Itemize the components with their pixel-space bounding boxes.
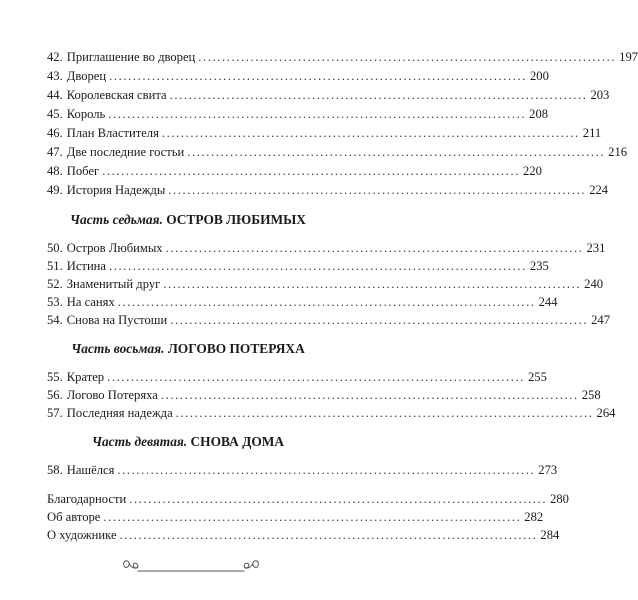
toc-entry[interactable] xyxy=(47,182,609,198)
entry-page: 197 xyxy=(619,50,638,64)
entry-title: Остров Любимых xyxy=(66,241,163,255)
entry-page: 200 xyxy=(530,69,549,83)
dot-leader: ........................................................................................ xyxy=(161,126,580,140)
toc-entry[interactable] xyxy=(47,106,549,122)
dot-leader: ........................................................................................ xyxy=(103,510,522,524)
entry-title: Об авторе xyxy=(47,510,101,524)
entry-number: 54. xyxy=(47,313,63,327)
entry-number: 50. xyxy=(47,241,63,255)
entry-number: 49. xyxy=(47,183,63,197)
entry-title: Кратер xyxy=(66,370,105,384)
part-prefix: Часть восьмая. xyxy=(71,341,165,356)
entry-number: 47. xyxy=(47,145,63,159)
entry-page: 220 xyxy=(523,164,542,178)
dot-leader: ........................................................................................ xyxy=(160,388,579,402)
toc-entry[interactable] xyxy=(47,462,558,478)
dot-leader: ........................................................................................ xyxy=(165,241,584,255)
toc-entry[interactable] xyxy=(47,276,604,292)
entry-page: 231 xyxy=(586,241,606,255)
entry-title: Дворец xyxy=(66,69,107,83)
dot-leader: ........................................................................................ xyxy=(168,183,587,197)
entry-page: 255 xyxy=(527,370,547,384)
entry-title: Две последние гостьи xyxy=(66,145,185,159)
entry-number: 51. xyxy=(47,259,63,273)
dot-leader: ........................................................................................ xyxy=(175,406,594,420)
dot-leader: ........................................................................................ xyxy=(198,50,617,64)
part-name: СНОВА ДОМА xyxy=(190,434,285,449)
entry-page: 244 xyxy=(538,295,558,309)
entry-title: План Властителя xyxy=(66,126,159,140)
toc-entry[interactable] xyxy=(47,405,616,421)
entry-page: 240 xyxy=(584,277,604,291)
entry-page: 258 xyxy=(581,388,601,402)
entry-title: Нашёлся xyxy=(66,463,115,477)
entry-page: 284 xyxy=(540,528,560,542)
flourish-divider-icon xyxy=(120,557,262,579)
toc-entry[interactable] xyxy=(47,369,547,385)
toc-entry[interactable] xyxy=(47,163,542,179)
dot-leader: ........................................................................................ xyxy=(107,370,525,384)
entry-title: Королевская свита xyxy=(66,88,167,102)
entry-title: Благодарности xyxy=(47,492,127,506)
entry-page: 264 xyxy=(596,406,616,420)
part-prefix: Часть седьмая. xyxy=(70,212,163,227)
toc-entry[interactable] xyxy=(47,49,638,65)
entry-title: На санях xyxy=(66,295,115,309)
entry-page: 273 xyxy=(538,463,558,477)
entry-number: 42. xyxy=(47,50,63,64)
entry-number: 45. xyxy=(47,107,63,121)
entry-page: 282 xyxy=(524,510,544,524)
toc-entry[interactable] xyxy=(47,294,558,310)
entry-title: Приглашение во дворец xyxy=(66,50,196,64)
part-heading xyxy=(47,433,329,451)
toc-entry[interactable] xyxy=(47,125,602,141)
entry-title: Знаменитый друг xyxy=(66,277,161,291)
entry-title: Король xyxy=(66,107,106,121)
toc-entry[interactable] xyxy=(47,527,560,543)
entry-page: 235 xyxy=(529,259,549,273)
dot-leader: ........................................................................................ xyxy=(117,295,536,309)
entry-title: Снова на Пустоши xyxy=(66,313,168,327)
entry-title: Логово Потеряха xyxy=(66,388,158,402)
entry-number: 52. xyxy=(47,277,63,291)
entry-number: 56. xyxy=(47,388,63,402)
entry-number: 48. xyxy=(47,164,63,178)
entry-title: Истина xyxy=(66,259,107,273)
entry-number: 58. xyxy=(47,463,63,477)
entry-page: 216 xyxy=(608,145,628,159)
toc-entry[interactable] xyxy=(47,258,549,274)
dot-leader: ........................................................................................ xyxy=(117,463,536,477)
entry-title: Побег xyxy=(66,164,100,178)
toc-entry[interactable] xyxy=(47,491,569,507)
dot-leader: ........................................................................................ xyxy=(129,492,548,506)
entry-number: 46. xyxy=(47,126,63,140)
part-heading xyxy=(47,340,329,358)
entry-number: 44. xyxy=(47,88,63,102)
dot-leader: ........................................................................................ xyxy=(102,164,521,178)
entry-number: 43. xyxy=(47,69,63,83)
entry-title: Последняя надежда xyxy=(66,406,173,420)
toc-entry[interactable] xyxy=(47,509,544,525)
entry-page: 247 xyxy=(591,313,611,327)
toc-entry[interactable] xyxy=(47,144,628,160)
entry-number: 57. xyxy=(47,406,63,420)
entry-page: 208 xyxy=(529,107,549,121)
entry-page: 224 xyxy=(589,183,609,197)
dot-leader: ........................................................................................ xyxy=(170,313,589,327)
dot-leader: ........................................................................................ xyxy=(169,88,588,102)
dot-leader: ........................................................................................ xyxy=(187,145,606,159)
dot-leader: ........................................................................................ xyxy=(109,259,527,273)
dot-leader: ........................................................................................ xyxy=(108,107,527,121)
dot-leader: ........................................................................................ xyxy=(109,69,527,83)
entry-page: 203 xyxy=(590,88,610,102)
toc-entry[interactable] xyxy=(47,68,549,84)
entry-page: 280 xyxy=(550,492,569,506)
part-heading xyxy=(47,211,329,229)
toc-entry[interactable] xyxy=(47,387,601,403)
toc-entry[interactable] xyxy=(47,87,610,103)
entry-page: 211 xyxy=(582,126,602,140)
part-name: ОСТРОВ ЛЮБИМЫХ xyxy=(166,212,306,227)
dot-leader: ........................................................................................ xyxy=(163,277,582,291)
entry-title: История Надежды xyxy=(66,183,166,197)
part-name: ЛОГОВО ПОТЕРЯХА xyxy=(167,341,305,356)
entry-title: О художнике xyxy=(47,528,117,542)
dot-leader: ........................................................................................ xyxy=(119,528,538,542)
entry-number: 55. xyxy=(47,370,63,384)
part-prefix: Часть девятая. xyxy=(91,434,188,449)
toc-entry[interactable] xyxy=(47,240,606,256)
entry-number: 53. xyxy=(47,295,63,309)
toc-entry[interactable] xyxy=(47,312,611,328)
